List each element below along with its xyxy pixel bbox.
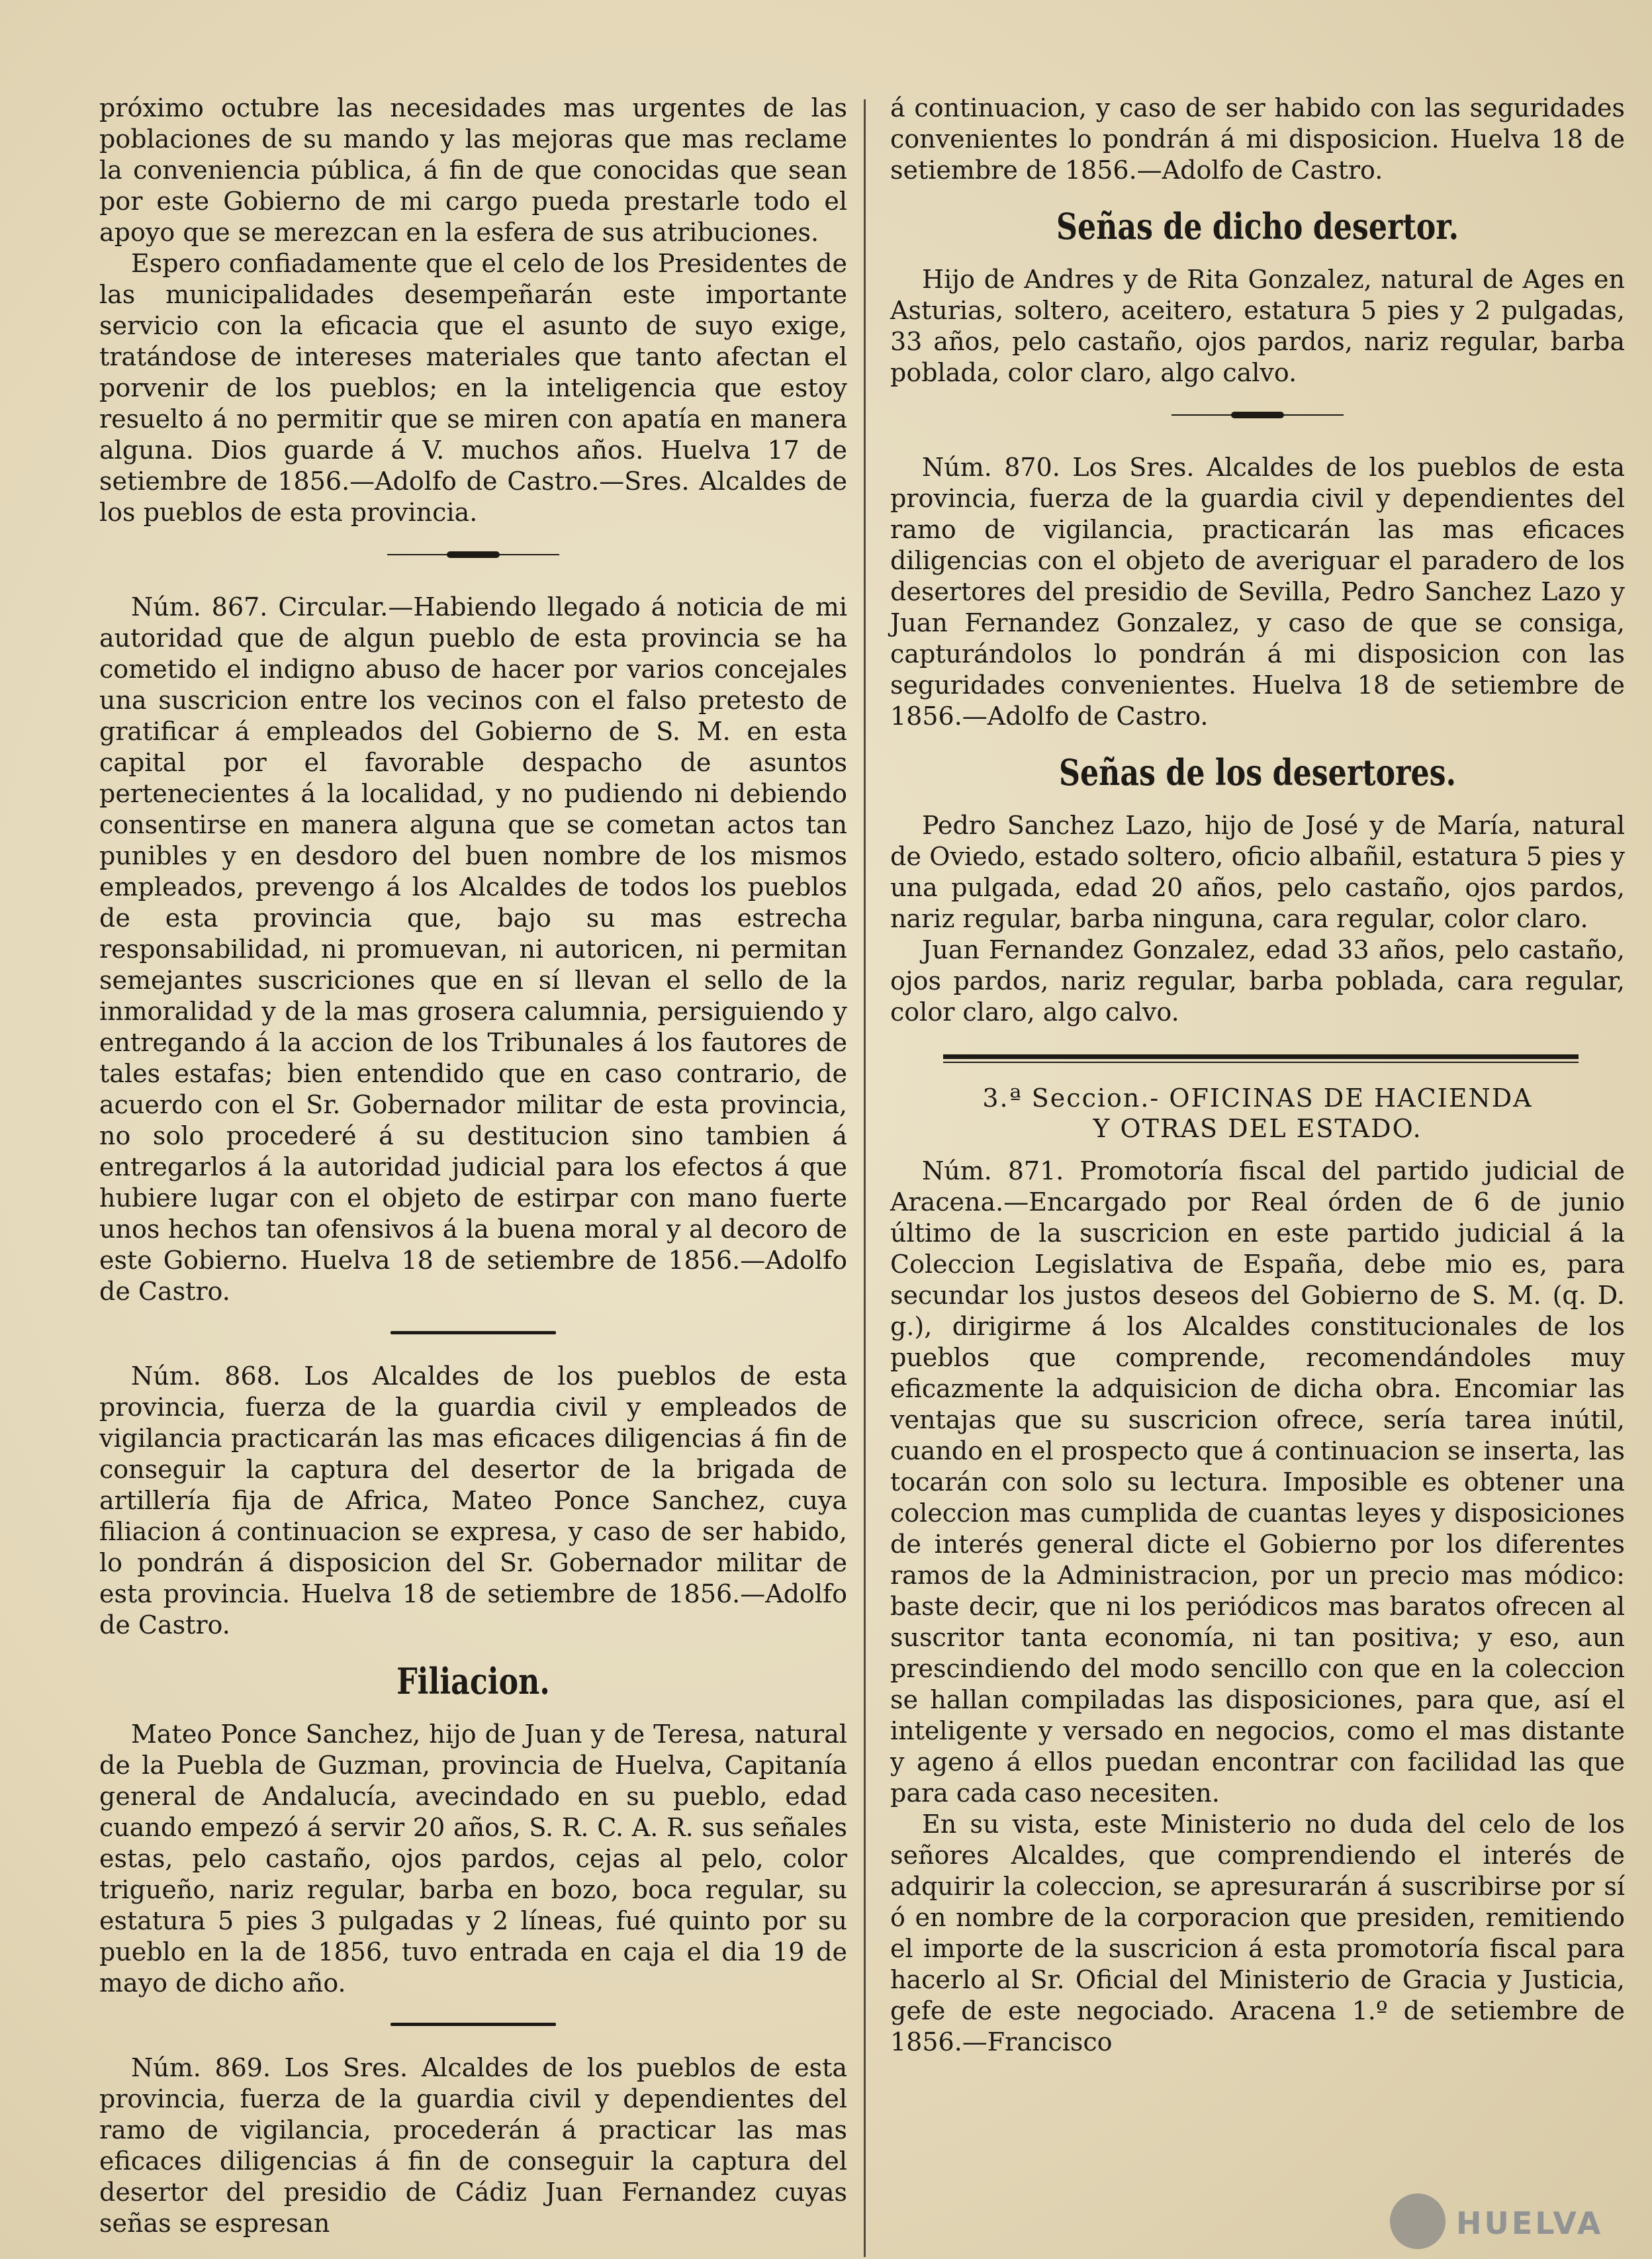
article-870: Núm. 870. Los Sres. Alcaldes de los pueblos de esta provincia, fuerza de la guardia civil y dependientes del ramo de vigilancia, practicarán las mas eficaces diligencias con el objeto de averiguar el paradero de los desertores del presidio de Sevilla, Pedro Sanchez Lazo y Juan Fernandez Gonzalez, y caso de que se consiga, capturándolos lo pondrán á mi disposicion con las seguridades convenientes. Huelva 18 de setiembre de 1856.—Adolfo de Castro.	[890, 453, 1625, 731]
filiacion-description: Mateo Ponce Sanchez, hijo de Juan y de Teresa, natural de la Puebla de Guzman, provincia de Huelva, Capitanía general de Andalucía, avecindado en su pueblo, edad cuando empezó á servir 20 años, S. R. C. A. R. sus señales estas, pelo castaño, ojos pardos, cejas al pelo, color trigueño, nariz regular, barba en bozo, boca regular, su estatura 5 pies 3 pulgadas y 2 líneas, fué quinto por su pueblo en la de 1856, tuvo entrada en caja el dia 19 de mayo de dicho año.	[99, 1720, 847, 1998]
seal-icon	[1390, 2193, 1446, 2249]
article-871-continued: En su vista, este Ministerio no duda del celo de los señores Alcaldes, que comprendiendo el interés de adquirir la coleccion, se apresurarán á suscribirse por sí ó en nombre de la corporacion que presiden, remitiendo el importe de la suscricion á esta promotoría fiscal para hacerlo al Sr. Oficial del Ministerio de Gracia y Justicia, gefe de este negociado. Aracena 1.º de setiembre de 1856.—Francisco	[890, 1810, 1625, 2056]
paragraph-circular-866-closing: Espero confiadamente que el celo de los Presidentes de las municipalidades desempeñarán este importante servicio con la eficacia que el asunto de suyo exige, tratándose de intereses materiales que tanto afectan el porvenir de los pueblos; en la inteligencia que estoy resuelto á no permitir que se miren con apatía en manera alguna. Dios guarde á V. muchos años. Huelva 17 de setiembre de 1856.—Adolfo de Castro.—Sres. Alcaldes de los pueblos de esta provincia.	[99, 249, 847, 527]
column-divider	[864, 99, 866, 2257]
ornament-divider	[387, 548, 559, 561]
section-title-line2: Y OTRAS DEL ESTADO.	[1093, 1114, 1422, 1143]
article-867: Núm. 867. Circular.—Habiendo llegado á noticia de mi autoridad que de algun pueblo de esta provincia se ha cometido el indigno abuso de hacer por varios concejales una suscricion entre los vecinos con el falso pretesto de gratificar á empleados del Gobierno de S. M. en esta capital por el favorable despacho de asuntos pertenecientes á la localidad, y no pudiendo ni debiendo consentirse en manera alguna que se cometan actos tan punibles y en desdoro del buen nombre de los mismos empleados, prevengo á los Alcaldes de todos los pueblos de esta provincia que, bajo su mas estrecha responsabilidad, ni promuevan, ni autoricen, ni permitan semejantes suscriciones que en sí llevan el sello de la inmoralidad y de la mas grosera calumnia, persiguiendo y entregando á la accion de los Tribunales á los fautores de tales estafas; bien entendido que en caso contrario, de acuerdo con el Sr. Gobernador militar de esta provincia, no solo procederé á su destitucion sino tambien á entregarlos á la autoridad judicial para los efectos á que hubiere lugar con el objeto de estirpar con mano fuerte unos hechos tan ofensivos á la buena moral y al decoro de este Gobierno. Huelva 18 de setiembre de 1856.—Adolfo de Castro.	[99, 592, 847, 1306]
desertor-description: Hijo de Andres y de Rita Gonzalez, natural de Ages en Asturias, soltero, aceitero, estatura 5 pies y 2 pulgadas, 33 años, pelo castaño, ojos pardos, nariz regular, barba poblada, color claro, algo calvo.	[890, 265, 1625, 387]
section-title-line1: 3.ª Seccion.- OFICINAS DE HACIENDA	[982, 1083, 1533, 1113]
article-871: Núm. 871. Promotoría fiscal del partido judicial de Aracena.—Encargado por Real órden de 6 de junio último de la suscricion en este partido judicial á la Coleccion Legislativa de España, debe mio es, para secundar los justos deseos del Gobierno de S. M. (q. D. g.), dirigirme á los Alcaldes constitucionales de los pueblos que comprende, recomendándoles muy eficazmente la adquisicion de dicha obra. Encomiar las ventajas que su suscricion ofrece, sería tarea inútil, cuando en el prospecto que á continuacion se inserta, las tocarán con solo su lectura. Imposible es obtener una coleccion mas cumplida de cuantas leyes y disposiciones de interés general dicte el Gobierno por los diferentes ramos de la Administracion, por un precio mas módico: baste decir, que ni los periódicos mas baratos ofrecen al suscritor tanta economía, ni tan positiva; y eso, aun prescindiendo del modo sencillo con que en la coleccion se hallan compiladas las disposiciones, para que, así el inteligente y versado en negocios, como el mas distante y ageno á ellos puedan encontrar con facilidad las que para cada caso necesiten.	[890, 1156, 1625, 1808]
desertor-juan-description: Juan Fernandez Gonzalez, edad 33 años, pelo castaño, ojos pardos, nariz regular, barba poblada, cara regular, color claro, algo calvo.	[890, 935, 1625, 1027]
section-divider	[943, 1054, 1579, 1063]
stamp-text: HUELVA	[1456, 2205, 1604, 2241]
heading-senas-desertores: Señas de los desertores.	[1058, 751, 1457, 794]
article-868: Núm. 868. Los Alcaldes de los pueblos de esta provincia, fuerza de la guardia civil y empleados de vigilancia practicarán las mas eficaces diligencias á fin de conseguir la captura del desertor de la brigada de artillería fija de Africa, Mateo Ponce Sanchez, cuya filiacion á continuacion se expresa, y caso de ser habido, lo pondrán á disposicion del Sr. Gobernador militar de esta provincia. Huelva 18 de setiembre de 1856.—Adolfo de Castro.	[99, 1361, 847, 1639]
heading-filiacion: Filiacion.	[396, 1660, 550, 1702]
article-869: Núm. 869. Los Sres. Alcaldes de los pueblos de esta provincia, fuerza de la guardia civil y dependientes del ramo de vigilancia, procederán á practicar las mas eficaces diligencias á fin de conseguir la captura del desertor del presidio de Cádiz Juan Fernandez cuyas señas se espresan	[99, 2053, 847, 2238]
short-divider	[390, 1331, 556, 1334]
short-divider	[390, 2023, 556, 2026]
ornament-divider	[1171, 408, 1344, 422]
right-column	[890, 93, 1625, 2058]
heading-senas-desertor: Señas de dicho desertor.	[1056, 205, 1459, 248]
desertor-pedro-description: Pedro Sanchez Lazo, hijo de José y de María, natural de Oviedo, estado soltero, oficio albañil, estatura 5 pies y una pulgada, edad 20 años, pelo castaño, ojos pardos, nariz regular, barba ninguna, cara regular, color claro.	[890, 811, 1625, 933]
paragraph-continuation: á continuacion, y caso de ser habido con las seguridades convenientes lo pondrán á mi disposicion. Huelva 18 de setiembre de 1856.—Adolfo de Castro.	[890, 93, 1625, 185]
paragraph-continuation: próximo octubre las necesidades mas urgentes de las poblaciones de su mando y las mejoras que mas reclame la conveniencia pública, á fin de que conocidas que sean por este Gobierno de mi cargo pueda prestarle todo el apoyo que se merezcan en la esfera de sus atribuciones.	[99, 93, 847, 247]
library-stamp	[1390, 2191, 1641, 2250]
left-column	[99, 93, 847, 2239]
